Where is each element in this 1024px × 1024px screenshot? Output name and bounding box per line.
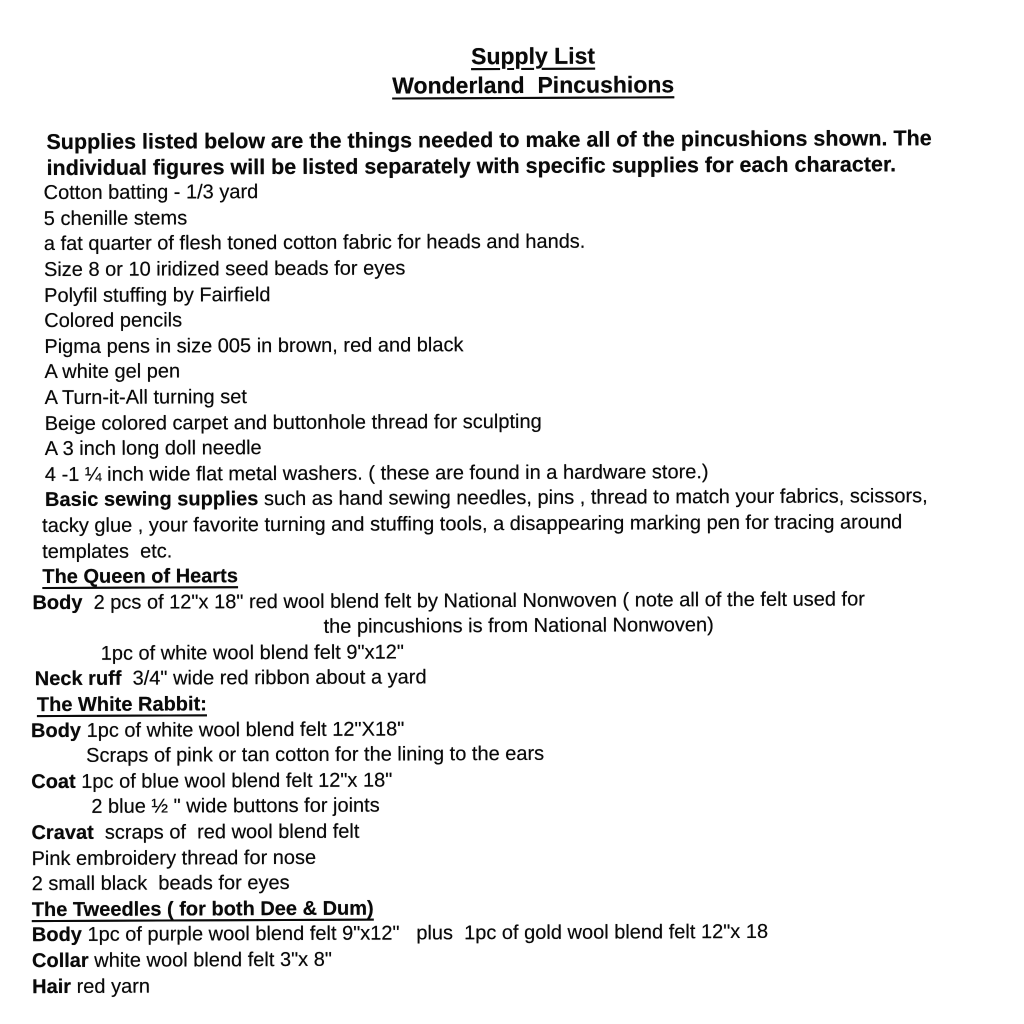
item-text: white wool blend felt 3"x 8" — [88, 948, 332, 972]
page-title-text-2: Wonderland Pincushions — [392, 71, 675, 99]
item-text: 2 pcs of 12"x 18" red wool blend felt by National Nonwoven ( note all of the felt used for — [82, 588, 865, 614]
rabbit-embroidery-line: Pink embroidery thread for nose — [31, 846, 317, 870]
item-label-coat: Coat — [31, 770, 76, 793]
basic-sewing-supplies-line-2: tacky glue , your favorite turning and stuffing tools, a disappearing marking pen for tracing around — [42, 511, 903, 537]
item-text: 1pc of purple wool blend felt 9"x12" plus 1pc of gold wool blend felt 12"x 18 — [81, 921, 769, 947]
item-label-collar: Collar — [31, 949, 89, 973]
section-heading-text: The Queen of Hearts — [42, 565, 238, 589]
supply-item-cotton-batting: Cotton batting - 1/3 yard — [43, 181, 259, 205]
page-title-line-2 — [44, 69, 1022, 102]
supply-item-doll-needle: A 3 inch long doll needle — [44, 437, 262, 461]
item-label-cravat: Cravat — [31, 821, 94, 845]
document-title-block — [0, 40, 1022, 102]
supply-item-fat-quarter: a fat quarter of flesh toned cotton fabric for heads and hands. — [43, 231, 586, 256]
item-text: 3/4" wide red ribbon about a yard — [121, 666, 427, 691]
item-text: 1pc of blue wool blend felt 12"x 18" — [75, 769, 393, 793]
tweedles-hair-line — [32, 970, 1024, 1000]
item-text: scraps of red wool blend felt — [93, 820, 360, 844]
supply-item-carpet-thread: Beige colored carpet and buttonhole thread for sculpting — [44, 410, 542, 435]
page-title-text-1: Supply List — [471, 42, 596, 70]
section-heading-text: The Tweedles ( for both Dee & Dum) — [31, 897, 374, 921]
supply-item-polyfil: Polyfil stuffing by Fairfield — [44, 283, 271, 307]
item-label-body: Body — [31, 924, 82, 947]
supply-item-pigma-pens: Pigma pens in size 005 in brown, red and black — [44, 333, 464, 358]
supply-item-turn-it-all: A Turn-it-All turning set — [44, 386, 247, 409]
intro-paragraph-line: individual figures will be listed separately with specific supplies for each character. — [46, 151, 897, 180]
basic-sewing-supplies-text: such as hand sewing needles, pins , thread to match your fabrics, scissors, — [258, 485, 928, 511]
queen-white-felt-line: 1pc of white wool blend felt 9"x12" — [100, 641, 404, 665]
rabbit-ear-scraps-line: Scraps of pink or tan cotton for the lining to the ears — [86, 743, 545, 768]
item-text: red yarn — [70, 975, 151, 998]
supply-item-gel-pen: A white gel pen — [44, 360, 181, 384]
item-label-neck-ruff: Neck ruff — [34, 668, 122, 691]
rabbit-buttons-line: 2 blue ½ " wide buttons for joints — [91, 795, 380, 819]
item-label-body: Body — [32, 591, 83, 614]
basic-sewing-supplies-line-3: templates etc. — [42, 539, 173, 563]
section-heading-text: The White Rabbit: — [36, 693, 207, 717]
intro-paragraph-line: Supplies listed below are the things needed to make all of the pincushions shown. The — [46, 126, 932, 155]
rabbit-beads-line: 2 small black beads for eyes — [31, 872, 290, 896]
page-title-line-1 — [44, 40, 1022, 73]
item-text: 1pc of white wool blend felt 12"X18" — [80, 718, 405, 742]
queen-body-continuation-line: the pincushions is from National Nonwoven) — [323, 614, 714, 639]
supply-item-colored-pencils: Colored pencils — [44, 309, 183, 333]
supply-item-seed-beads: Size 8 or 10 iridized seed beads for eyes — [43, 257, 406, 282]
item-label-hair: Hair — [32, 975, 72, 998]
supply-item-metal-washers: 4 -1 ¼ inch wide flat metal washers. ( these are found in a hardware store.) — [44, 460, 709, 486]
basic-sewing-supplies-label: Basic sewing supplies — [44, 488, 259, 512]
supply-item-chenille-stems: 5 chenille stems — [43, 207, 188, 230]
item-label-body: Body — [30, 719, 82, 742]
